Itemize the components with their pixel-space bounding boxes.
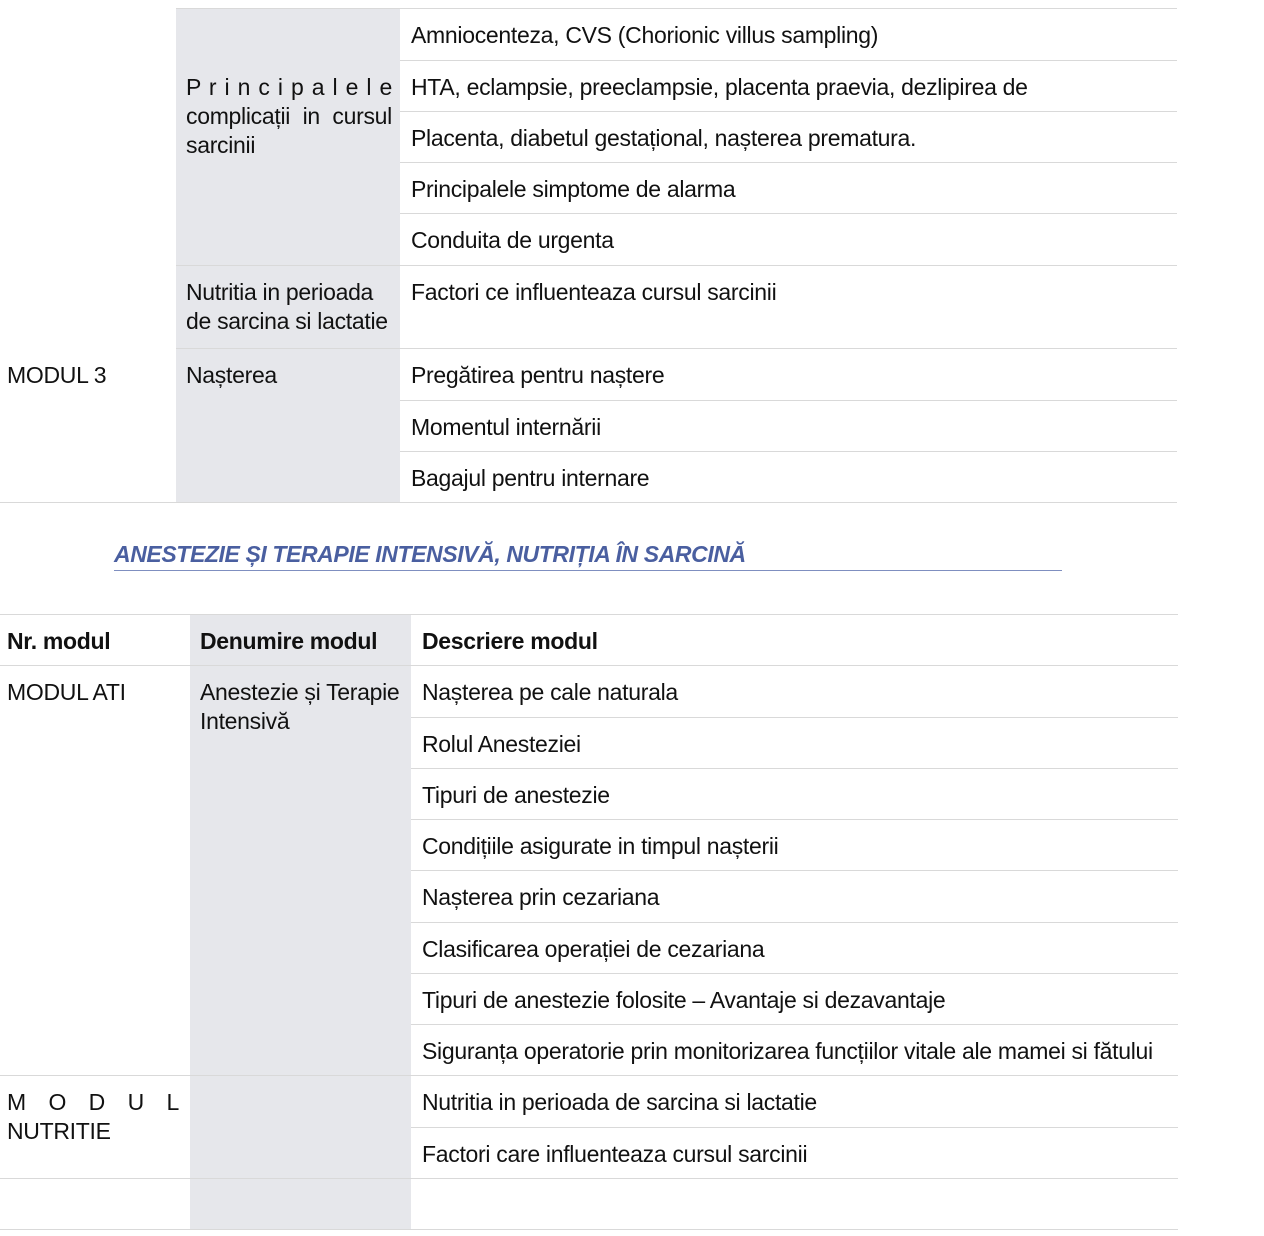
list-item: Placenta, diabetul gestațional, nașterea prematura. — [411, 125, 917, 151]
module-name-line: Intensivă — [200, 708, 290, 734]
list-item: Nașterea pe cale naturala — [422, 679, 678, 705]
list-item: Rolul Anesteziei — [422, 731, 581, 757]
module-label-line: NUTRITIE — [7, 1118, 111, 1144]
list-item: Nașterea prin cezariana — [422, 884, 660, 910]
module-label: MODUL ATI — [7, 679, 126, 705]
list-item: Nutritia in perioada de sarcina si lactatie — [422, 1089, 817, 1115]
group-name-line: complicații in cursul — [186, 103, 392, 129]
list-item: Siguranța operatorie prin monitorizarea funcțiilor vitale ale mamei si fătului — [422, 1038, 1153, 1064]
column-header-name: Denumire modul — [200, 628, 378, 654]
group-name: Nașterea — [186, 362, 277, 388]
list-item: Pregătirea pentru naștere — [411, 362, 665, 388]
list-item: Condițiile asigurate in timpul nașterii — [422, 833, 779, 859]
list-item: Factori care influenteaza cursul sarcinii — [422, 1141, 808, 1167]
group-name-line: sarcinii — [186, 132, 256, 158]
list-item: HTA, eclampsie, preeclampsie, placenta praevia, dezlipirea de — [411, 74, 1028, 100]
module-label-line: M O D U L — [7, 1089, 179, 1115]
list-item: Bagajul pentru internare — [411, 465, 650, 491]
list-item: Tipuri de anestezie folosite – Avantaje si dezavantaje — [422, 987, 946, 1013]
list-item: Clasificarea operației de cezariana — [422, 936, 765, 962]
module-label: MODUL 3 — [7, 362, 107, 388]
list-item: Principalele simptome de alarma — [411, 176, 736, 202]
group-name-line: de sarcina si lactatie — [186, 308, 388, 334]
module-name-line: Anestezie și Terapie — [200, 679, 400, 705]
list-item: Tipuri de anestezie — [422, 782, 610, 808]
list-item: Conduita de urgenta — [411, 227, 614, 253]
section-heading: ANESTEZIE ȘI TERAPIE INTENSIVĂ, NUTRIȚIA ÎN SARCINĂ — [114, 538, 1062, 571]
column-header-description: Descriere modul — [422, 628, 598, 654]
list-item: Momentul internării — [411, 414, 601, 440]
list-item: Factori ce influenteaza cursul sarcinii — [411, 279, 777, 305]
list-item: Amniocenteza, CVS (Chorionic villus sampling) — [411, 22, 879, 48]
group-name-line: Nutritia in perioada — [186, 279, 374, 305]
column-header-nr: Nr. modul — [7, 628, 111, 654]
group-name-line: P r i n c i p a l e l e — [186, 74, 392, 100]
